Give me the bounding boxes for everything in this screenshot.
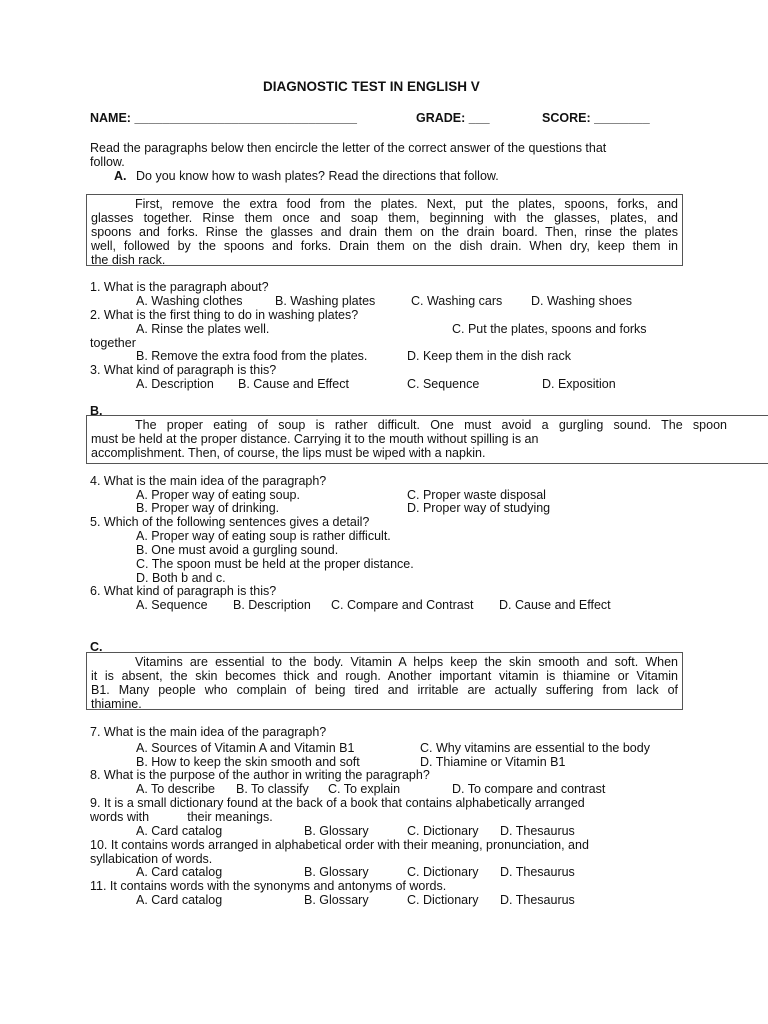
grade-field: GRADE: ___: [416, 111, 490, 125]
question-4: 4. What is the main idea of the paragraph?: [90, 474, 327, 488]
passage-line: B1. Many people who complain of being tired and irritable are actually suffering from lack of: [91, 683, 678, 697]
q3-option-c: C. Sequence: [407, 377, 480, 391]
passage-b: [86, 415, 768, 464]
q5-option-a: A. Proper way of eating soup is rather difficult.: [136, 529, 391, 543]
q1-option-c: C. Washing cars: [411, 294, 503, 308]
q9-option-b: B. Glossary: [304, 824, 369, 838]
instructions-line: Read the paragraphs below then encircle the letter of the correct answer of the questions that: [90, 141, 607, 155]
instructions-line: follow.: [90, 155, 125, 169]
q9-option-c: C. Dictionary: [407, 824, 479, 838]
question-9-continued: words with their meanings.: [90, 810, 273, 824]
page-title: DIAGNOSTIC TEST IN ENGLISH V: [263, 79, 480, 94]
passage-c: [86, 652, 683, 710]
q8-option-d: D. To compare and contrast: [452, 782, 606, 796]
q6-option-b: B. Description: [233, 598, 311, 612]
q10-option-b: B. Glossary: [304, 865, 369, 879]
q3-option-b: B. Cause and Effect: [238, 377, 349, 391]
passage-line: accomplishment. Then, of course, the lips must be wiped with a napkin.: [91, 446, 486, 460]
q3-option-a: A. Description: [136, 377, 214, 391]
q10-option-c: C. Dictionary: [407, 865, 479, 879]
passage-line: well, followed by the spoons and forks. Drain them on the dish drain. When dry, keep them in: [91, 239, 678, 253]
q2-option-c-continued: together: [90, 336, 136, 350]
q11-option-c: C. Dictionary: [407, 893, 479, 907]
question-11: 11. It contains words with the synonyms and antonyms of words.: [90, 879, 447, 893]
q4-option-d: D. Proper way of studying: [407, 501, 551, 515]
q11-option-b: B. Glossary: [304, 893, 369, 907]
question-1: 1. What is the paragraph about?: [90, 280, 269, 294]
q4-option-b: B. Proper way of drinking.: [136, 501, 280, 515]
passage-line: First, remove the extra food from the plates. Next, put the plates, spoons, forks, and: [135, 197, 678, 211]
passage-line: must be held at the proper distance. Carrying it to the mouth without spilling is an: [91, 432, 539, 446]
q10-option-d: D. Thesaurus: [500, 865, 575, 879]
section-a-prompt: Do you know how to wash plates? Read the directions that follow.: [136, 169, 499, 183]
passage-line: the dish rack.: [91, 253, 166, 267]
question-10-continued: syllabication of words.: [90, 852, 213, 866]
q6-option-a: A. Sequence: [136, 598, 208, 612]
section-c-label: C.: [90, 640, 103, 654]
passage-line: thiamine.: [91, 697, 142, 711]
q10-option-a: A. Card catalog: [136, 865, 223, 879]
question-7: 7. What is the main idea of the paragraph?: [90, 725, 327, 739]
q1-option-d: D. Washing shoes: [531, 294, 632, 308]
q5-option-d: D. Both b and c.: [136, 571, 226, 585]
question-3: 3. What kind of paragraph is this?: [90, 363, 277, 377]
q2-option-a: A. Rinse the plates well.: [136, 322, 270, 336]
q6-option-d: D. Cause and Effect: [499, 598, 611, 612]
section-a-label: A.: [114, 169, 127, 183]
q3-option-d: D. Exposition: [542, 377, 616, 391]
q4-option-a: A. Proper way of eating soup.: [136, 488, 300, 502]
q8-option-a: A. To describe: [136, 782, 215, 796]
passage-line: The proper eating of soup is rather difficult. One must avoid a gurgling sound. The spoon: [135, 418, 727, 432]
q1-option-a: A. Washing clothes: [136, 294, 243, 308]
q9-option-d: D. Thesaurus: [500, 824, 575, 838]
passage-line: it is absent, the skin becomes thick and rough. Another important vitamin is thiamine or Vitamin: [91, 669, 678, 683]
section-b-label: B.: [90, 404, 103, 418]
q11-option-a: A. Card catalog: [136, 893, 223, 907]
question-10: 10. It contains words arranged in alphabetical order with their meaning, pronunciation, and: [90, 838, 589, 852]
question-5: 5. Which of the following sentences gives a detail?: [90, 515, 370, 529]
q5-option-b: B. One must avoid a gurgling sound.: [136, 543, 339, 557]
q2-option-d: D. Keep them in the dish rack: [407, 349, 571, 363]
question-2: 2. What is the first thing to do in washing plates?: [90, 308, 359, 322]
q7-option-d: D. Thiamine or Vitamin B1: [420, 755, 566, 769]
q5-option-c: C. The spoon must be held at the proper distance.: [136, 557, 414, 571]
q7-option-a: A. Sources of Vitamin A and Vitamin B1: [136, 741, 355, 755]
question-9: 9. It is a small dictionary found at the back of a book that contains alphabetically arranged: [90, 796, 585, 810]
passage-a: [86, 194, 683, 266]
q8-option-c: C. To explain: [328, 782, 401, 796]
q4-option-c: C. Proper waste disposal: [407, 488, 546, 502]
question-8: 8. What is the purpose of the author in writing the paragraph?: [90, 768, 430, 782]
q7-option-c: C. Why vitamins are essential to the body: [420, 741, 650, 755]
passage-line: glasses together. Rinse them once and soap them, beginning with the glasses, plates, and: [91, 211, 678, 225]
name-field: NAME: ________________________________: [90, 111, 357, 125]
q8-option-b: B. To classify: [236, 782, 309, 796]
passage-line: Vitamins are essential to the body. Vitamin A helps keep the skin smooth and soft. When: [135, 655, 678, 669]
passage-line: spoons and forks. Rinse the glasses and drain them on the drain board. Then, rinse the plates: [91, 225, 678, 239]
q7-option-b: B. How to keep the skin smooth and soft: [136, 755, 360, 769]
q6-option-c: C. Compare and Contrast: [331, 598, 474, 612]
q11-option-d: D. Thesaurus: [500, 893, 575, 907]
score-field: SCORE: ________: [542, 111, 650, 125]
q9-option-a: A. Card catalog: [136, 824, 223, 838]
q1-option-b: B. Washing plates: [275, 294, 376, 308]
q2-option-c: C. Put the plates, spoons and forks: [452, 322, 647, 336]
question-6: 6. What kind of paragraph is this?: [90, 584, 277, 598]
q2-option-b: B. Remove the extra food from the plates.: [136, 349, 368, 363]
